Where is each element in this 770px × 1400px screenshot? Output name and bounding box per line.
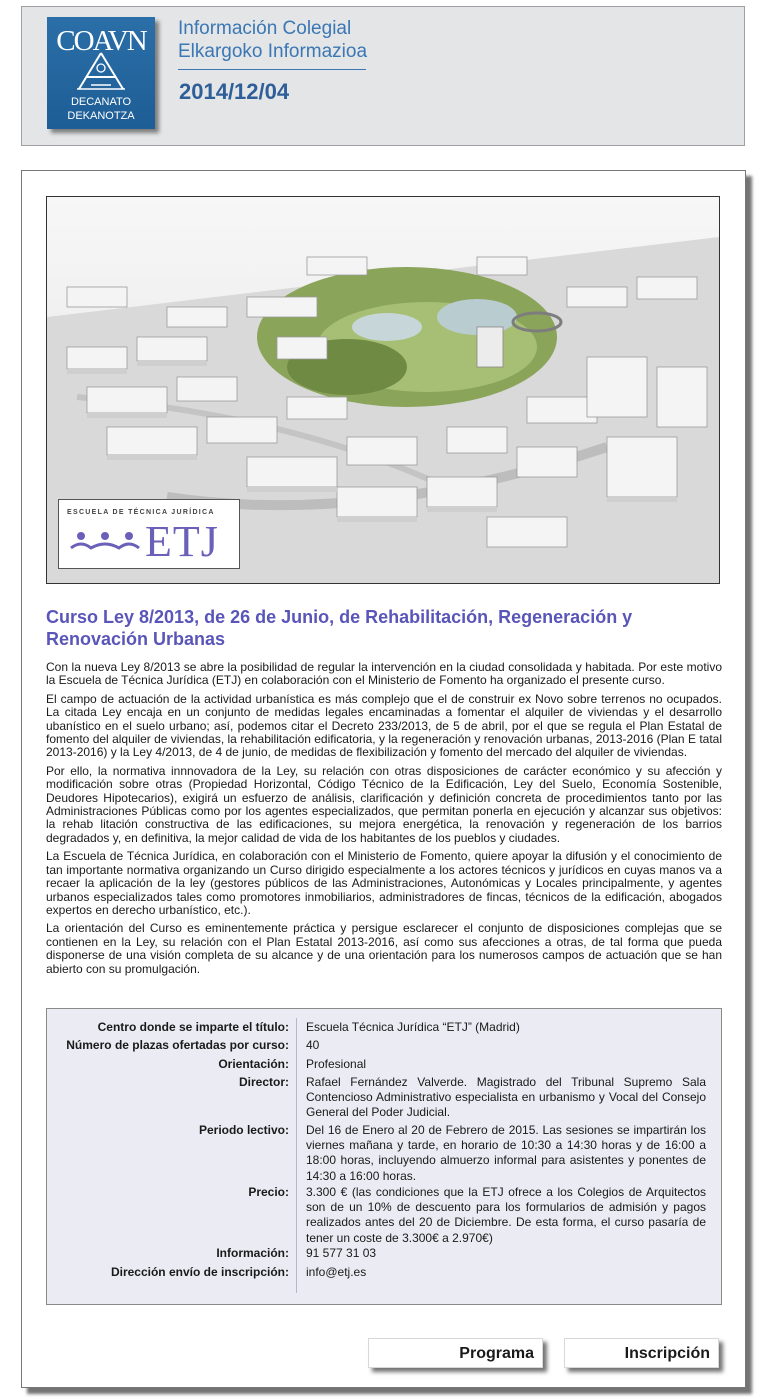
info-value: Profesional [306,1057,367,1071]
header-title-eu: Elkargoko Informazioa [178,41,368,62]
table-divider [296,1018,297,1293]
info-value: 40 [306,1038,320,1052]
logo-caption [47,95,155,123]
header-title-es: Información Colegial [178,18,352,39]
info-value: info@etj.es [306,1265,367,1279]
course-panel [21,170,746,1388]
info-value: Rafael Fernández Valverde. Magistrado del Tribunal Supremo Sala Contencioso Administrativo especialista en urbanismo y Vocal del Consejo General del Poder Judicial. [306,1075,706,1120]
etj-abbreviation: ETJ [145,517,219,566]
info-label: Centro donde se imparte el título: [97,1020,289,1034]
info-label: Director: [238,1075,289,1089]
info-value: 91 577 31 03 [306,1246,377,1260]
info-label: Periodo lectivo: [198,1123,289,1137]
info-label: Precio: [248,1185,289,1199]
paragraph: El campo de actuación de la actividad urbanística es más complejo que el de construir ex Novo sobre terrenos no ocupados. La citada Ley encaja en un conjunto de medidas legales encaminadas a fomentar el alquiler de viviendas y el desarrollo ubanístico en el suelo urbano; así, podemos citar el Decreto 233/2013, de 5 de abril, por el que se regula el Plan Estatal de fomento del alquiler de viviendas, la rehabilitación edificatoria, y la regeneración y renovación urbanas, 2013-2016 (Plan E tatal 2013-2016) y la Ley 4/2013, de 4 de junio, de medidas de flexibilización y fomento del mercado del alquiler de viviendas. [46,691,722,760]
logo-emblem-icon [73,51,129,91]
info-label: Dirección envío de inscripción: [110,1265,289,1279]
coavn-logo [47,17,155,129]
info-value: Del 16 de Enero al 20 de Febrero de 2015. Las sesiones se impartirán los viernes mañana y tarde, en horario de 10:30 a 14:30 horas y de 16:00 a 18:00 horas, incluyendo almuerzo informal para asistentes y ponentes de 14:30 a 16:00 horas. [306,1123,706,1183]
page-header [21,6,745,146]
header-date: 2014/12/04 [179,79,290,104]
header-divider [178,69,366,70]
inscripcion-button[interactable]: Inscripción [564,1338,719,1368]
info-label: Número de plazas ofertadas por curso: [66,1038,289,1052]
course-title: Curso Ley 8/2013, de 26 de Junio, de Rehabilitación, Regeneración y Renovación Urbanas [46,607,633,649]
etj-figures-icon [69,528,141,558]
info-label: Información: [216,1246,289,1260]
info-value: Escuela Técnica Jurídica “ETJ” (Madrid) [306,1020,520,1034]
programa-button[interactable]: Programa [368,1338,543,1368]
logo-line-1: DECANATO [70,96,132,108]
paragraph: Con la nueva Ley 8/2013 se abre la posibilidad de regular la intervención en la ciudad consolidada y habitada. Por este motivo la Escuela de Técnica Jurídica (ETJ) en colaboración con el Ministerio de Fomento ha organizado el presente curso. [46,660,722,688]
paragraph: Por ello, la normativa innnovadora de la Ley, su relación con otras disposiciones de carácter económico y su afección y modificación sobre otras (Propiedad Horizontal, Código Técnico de la Edificación, Ley del Suelo, Economía Sostenible, Deudores Hipotecarios), exigirá un esfuerzo de análisis, clarificación y definición concreta de procedimientos tanto por las Administraciones Públicas como por los agentes especializados, que permitan ponerla en ejecución y alcanzar sus objetivos: la rehab litación constructiva de las edificaciones, su mejora energética, la renovación y regeneración de los barrios degradados y, en definitiva, la mejor calidad de vida de los habitantes de los pueblos y ciudades. [46,763,722,845]
hero-image [46,196,720,584]
paragraph: La Escuela de Técnica Jurídica, en colaboración con el Ministerio de Fomento, quiere apoyar la difusión y el conocimiento de tan importante normativa organizando un Curso dirigido especialmente a los actores técnicos y jurídicos en cuyas manos va a recaer la aplicación de la ley (gestores públicos de las Administraciones, Autonómicas y Locales principalmente, y agentes urbanos especializados tales como promotores inmobiliarios, administradores de fincas, técnicos de la edificación, abogados expertos en derecho urbanístico, etc.). [46,849,722,917]
etj-school-name: ESCUELA DE TÉCNICA JURÍDICA [67,509,215,516]
etj-logo [58,499,240,569]
info-label: Orientación: [218,1057,289,1071]
logo-line-2: DEKANOTZA [67,110,135,122]
course-description [46,661,722,981]
paragraph: La orientación del Curso es eminentemente práctica y persigue esclarecer el conjunto de disposiciones complejas que se contienen en la Ley, su relación con el Plan Estatal 2013-2016, así como sus afecciones a otras, de tal forma que pueda disponerse de una visión completa de su alcance y de una orientación para los numerosos campos de actuación que se han abierto con su promulgación. [46,921,722,976]
info-value: 3.300 € (las condiciones que la ETJ ofrece a los Colegios de Arquitectos son de un 10% de descuento para los formularios de admisión y pagos realizados antes del 20 de Diciembre. De esta forma, el curso pasaría de tener un coste de 3.300€ a 2.970€) [306,1185,706,1245]
course-details-table [46,1008,722,1305]
logo-name: COAVN [56,25,146,57]
